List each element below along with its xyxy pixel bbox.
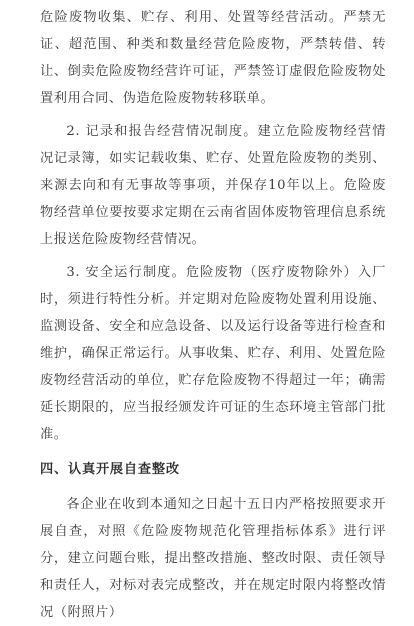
- section-heading: 四、认真开展自查整改: [40, 462, 180, 477]
- paragraph-self-inspection: 各企业在收到本通知之日起十五日内严格按照要求开展自查，对照《危险废物规范化管理指标体系》进行评分，建立问题台账，提出整改措施、整改时限、责任领导和责任人，对标对表完成整改，并在规定时限内将整改情况（附照片）: [40, 497, 386, 620]
- paragraph-safe-operation: 3. 安全运行制度。危险废物（医疗废物除外）入厂时，须进行特性分析。并定期对危险废物处置利用设施、监测设备、安全和应急设备、以及运行设备等进行检查和维护，确保正常运行。从事收集、贮存、利用、处置危险废物经营活动的单位，贮存危险废物不得超过一年；确需延长期限的，应当报经颁发许可证的生态环境主管部门批准。: [40, 265, 386, 442]
- paragraph-continuation: 危险废物收集、贮存、利用、处置等经营活动。严禁无证、超范围、种类和数量经营危险废物，严禁转借、转让、倒卖危险废物经营许可证，严禁签订虚假危险废物处置利用合同、伪造危险废物转移联单。: [40, 10, 386, 106]
- paragraph-record-report: 2. 记录和报告经营情况制度。建立危险废物经营情况记录簿，如实记载收集、贮存、处置危险废物的类别、来源去向和有无事故等事项，并保存10年以上。危险废物经营单位要按要求定期在云南省固体废物管理信息系统上报送危险废物经营情况。: [40, 124, 386, 247]
